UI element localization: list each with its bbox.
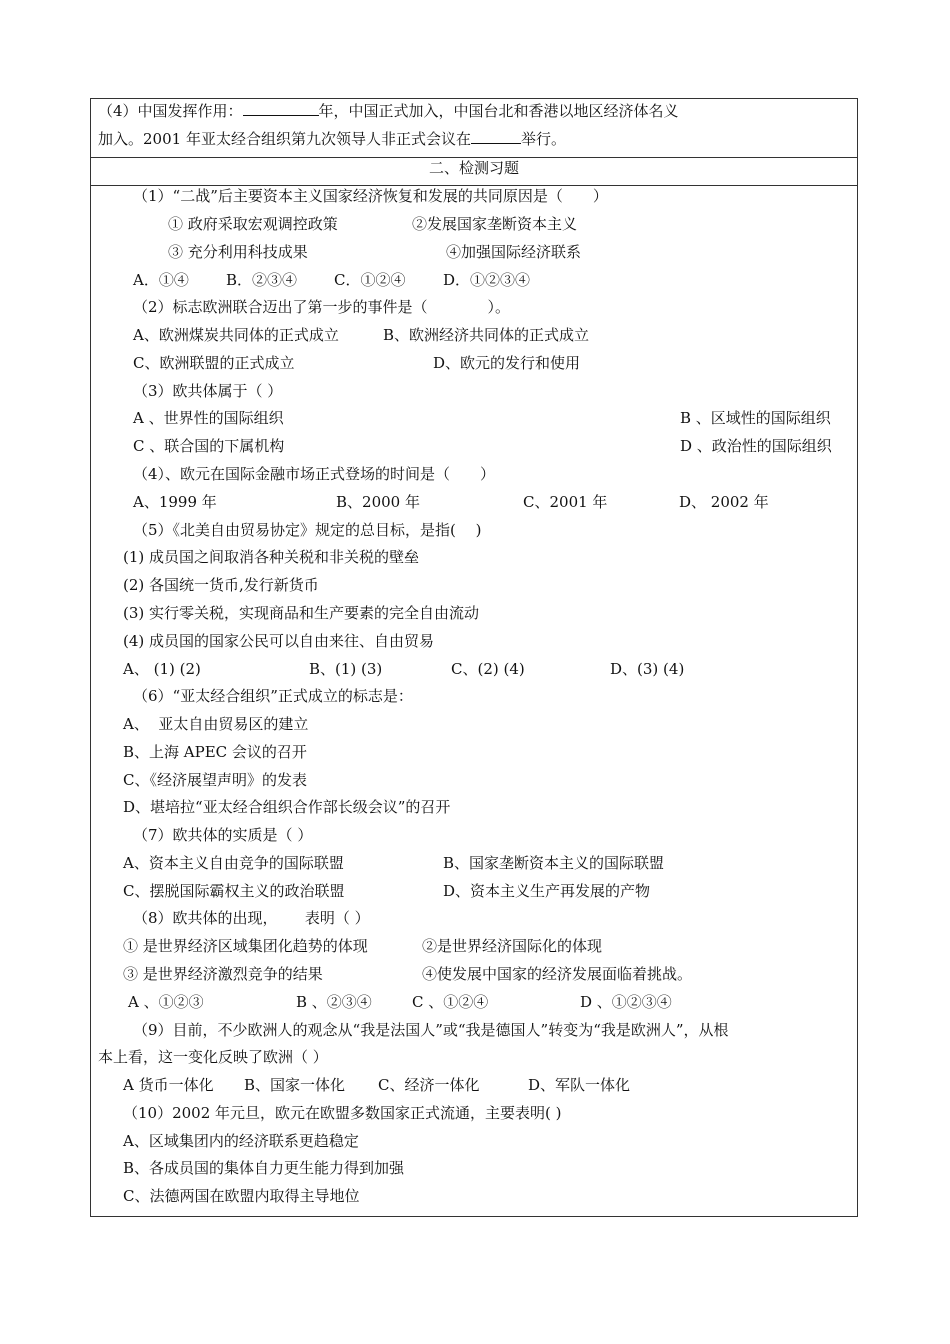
option: D．①②③④ xyxy=(443,271,531,289)
option: C、2001 年 xyxy=(523,493,608,511)
question-stem: （3）欧共体属于（ ） xyxy=(133,382,283,400)
answer-blank xyxy=(471,128,521,144)
option: C、经济一体化 xyxy=(378,1076,480,1094)
sub-item: (1) 成员国之间取消各种关税和非关税的壁垒 xyxy=(123,548,420,566)
answer-blank xyxy=(243,100,319,116)
option: C、法德两国在欧盟内取得主导地位 xyxy=(123,1187,360,1205)
option: B、(1) (3) xyxy=(309,660,383,678)
sub-item: (3) 实行零关税，实现商品和生产要素的完全自由流动 xyxy=(123,604,480,622)
option: B、欧洲经济共同体的正式成立 xyxy=(383,326,590,344)
option: D、(3) (4) xyxy=(610,660,685,678)
option: B、各成员国的集体自力更生能力得到加强 xyxy=(123,1159,405,1177)
option: C 、联合国的下属机构 xyxy=(133,437,285,455)
sub-item: ③ 是世界经济激烈竞争的结果 xyxy=(123,965,323,983)
sub-item: ④使发展中国家的经济发展面临着挑战。 xyxy=(422,965,693,983)
question-stem: （2）标志欧洲联合迈出了第一步的事件是（ ）。 xyxy=(133,298,511,316)
sub-item: ① 政府采取宏观调控政策 xyxy=(168,215,338,233)
sub-item: ②是世界经济国际化的体现 xyxy=(422,937,603,955)
intro-line-1 xyxy=(98,100,679,121)
option: B、国家一体化 xyxy=(244,1076,346,1094)
intro-text: 年，中国正式加入，中国台北和香港以地区经济体名义 xyxy=(318,102,679,120)
section-title: 二、检测习题 xyxy=(428,159,519,177)
option: C、(2) (4) xyxy=(451,660,525,678)
question-stem: （9）目前，不少欧洲人的观念从“我是法国人”或“我是德国人”转变为“我是欧洲人”，从根 xyxy=(133,1021,729,1039)
option: A、 (1) (2) xyxy=(123,660,201,678)
option: D 、政治性的国际组织 xyxy=(680,437,832,455)
option: A、1999 年 xyxy=(133,493,217,511)
question-stem-continued: 本上看，这一变化反映了欧洲（ ） xyxy=(98,1048,328,1066)
option: A 、①②③ xyxy=(128,993,204,1011)
option: D 、①②③④ xyxy=(580,993,672,1011)
intro-text: 加入。2001 年亚太经合组织第九次领导人非正式会议在 xyxy=(98,130,471,148)
option: B 、区域性的国际组织 xyxy=(680,409,831,427)
option: D、 2002 年 xyxy=(679,493,769,511)
option: B、2000 年 xyxy=(336,493,420,511)
option: A 货币一体化 xyxy=(123,1076,214,1094)
sub-item: (4) 成员国的国家公民可以自由来往、自由贸易 xyxy=(123,632,435,650)
question-stem: （1）“二战”后主要资本主义国家经济恢复和发展的共同原因是（ ） xyxy=(133,187,608,205)
option: D、欧元的发行和使用 xyxy=(433,354,581,372)
sub-item: (2) 各国统一货币,发行新货币 xyxy=(123,576,319,594)
sub-item: ②发展国家垄断资本主义 xyxy=(412,215,578,233)
sub-item: ④加强国际经济联系 xyxy=(446,243,582,261)
option: A、区域集团内的经济联系更趋稳定 xyxy=(123,1132,359,1150)
option: A、欧洲煤炭共同体的正式成立 xyxy=(133,326,339,344)
option: C．①②④ xyxy=(334,271,406,289)
intro-text: （4）中国发挥作用： xyxy=(98,102,243,120)
question-stem: （4）、欧元在国际金融市场正式登场的时间是（ ） xyxy=(133,465,496,483)
intro-line-2 xyxy=(98,128,566,149)
option: C、《经济展望声明》的发表 xyxy=(123,771,307,789)
option: B、国家垄断资本主义的国际联盟 xyxy=(443,854,665,872)
option: C、摆脱国际霸权主义的政治联盟 xyxy=(123,882,345,900)
option: B、上海 APEC 会议的召开 xyxy=(123,743,307,761)
option: C、欧洲联盟的正式成立 xyxy=(133,354,295,372)
option: A、 亚太自由贸易区的建立 xyxy=(123,715,309,733)
question-stem: （7）欧共体的实质是（ ） xyxy=(133,826,313,844)
sub-item: ③ 充分利用科技成果 xyxy=(168,243,308,261)
option: B．②③④ xyxy=(226,271,298,289)
question-stem: （6）“亚太经合组织”正式成立的标志是： xyxy=(133,687,413,705)
sub-item: ① 是世界经济区域集团化趋势的体现 xyxy=(123,937,368,955)
option: D、资本主义生产再发展的产物 xyxy=(443,882,651,900)
question-stem: （8）欧共体的出现， 表明（ ） xyxy=(133,909,370,927)
option: B 、②③④ xyxy=(296,993,372,1011)
intro-text: 举行。 xyxy=(520,130,566,148)
option: C 、①②④ xyxy=(412,993,489,1011)
option: A、资本主义自由竞争的国际联盟 xyxy=(123,854,344,872)
option: A 、世界性的国际组织 xyxy=(133,409,284,427)
option: A．①④ xyxy=(133,271,189,289)
option: D、堪培拉“亚太经合组织合作部长级会议”的召开 xyxy=(123,798,451,816)
option: D、军队一体化 xyxy=(528,1076,631,1094)
question-stem: （5）《北美自由贸易协定》规定的总目标，是指( ) xyxy=(133,521,482,539)
question-stem: （10）2002 年元旦，欧元在欧盟多数国家正式流通，主要表明( ) xyxy=(123,1104,562,1122)
